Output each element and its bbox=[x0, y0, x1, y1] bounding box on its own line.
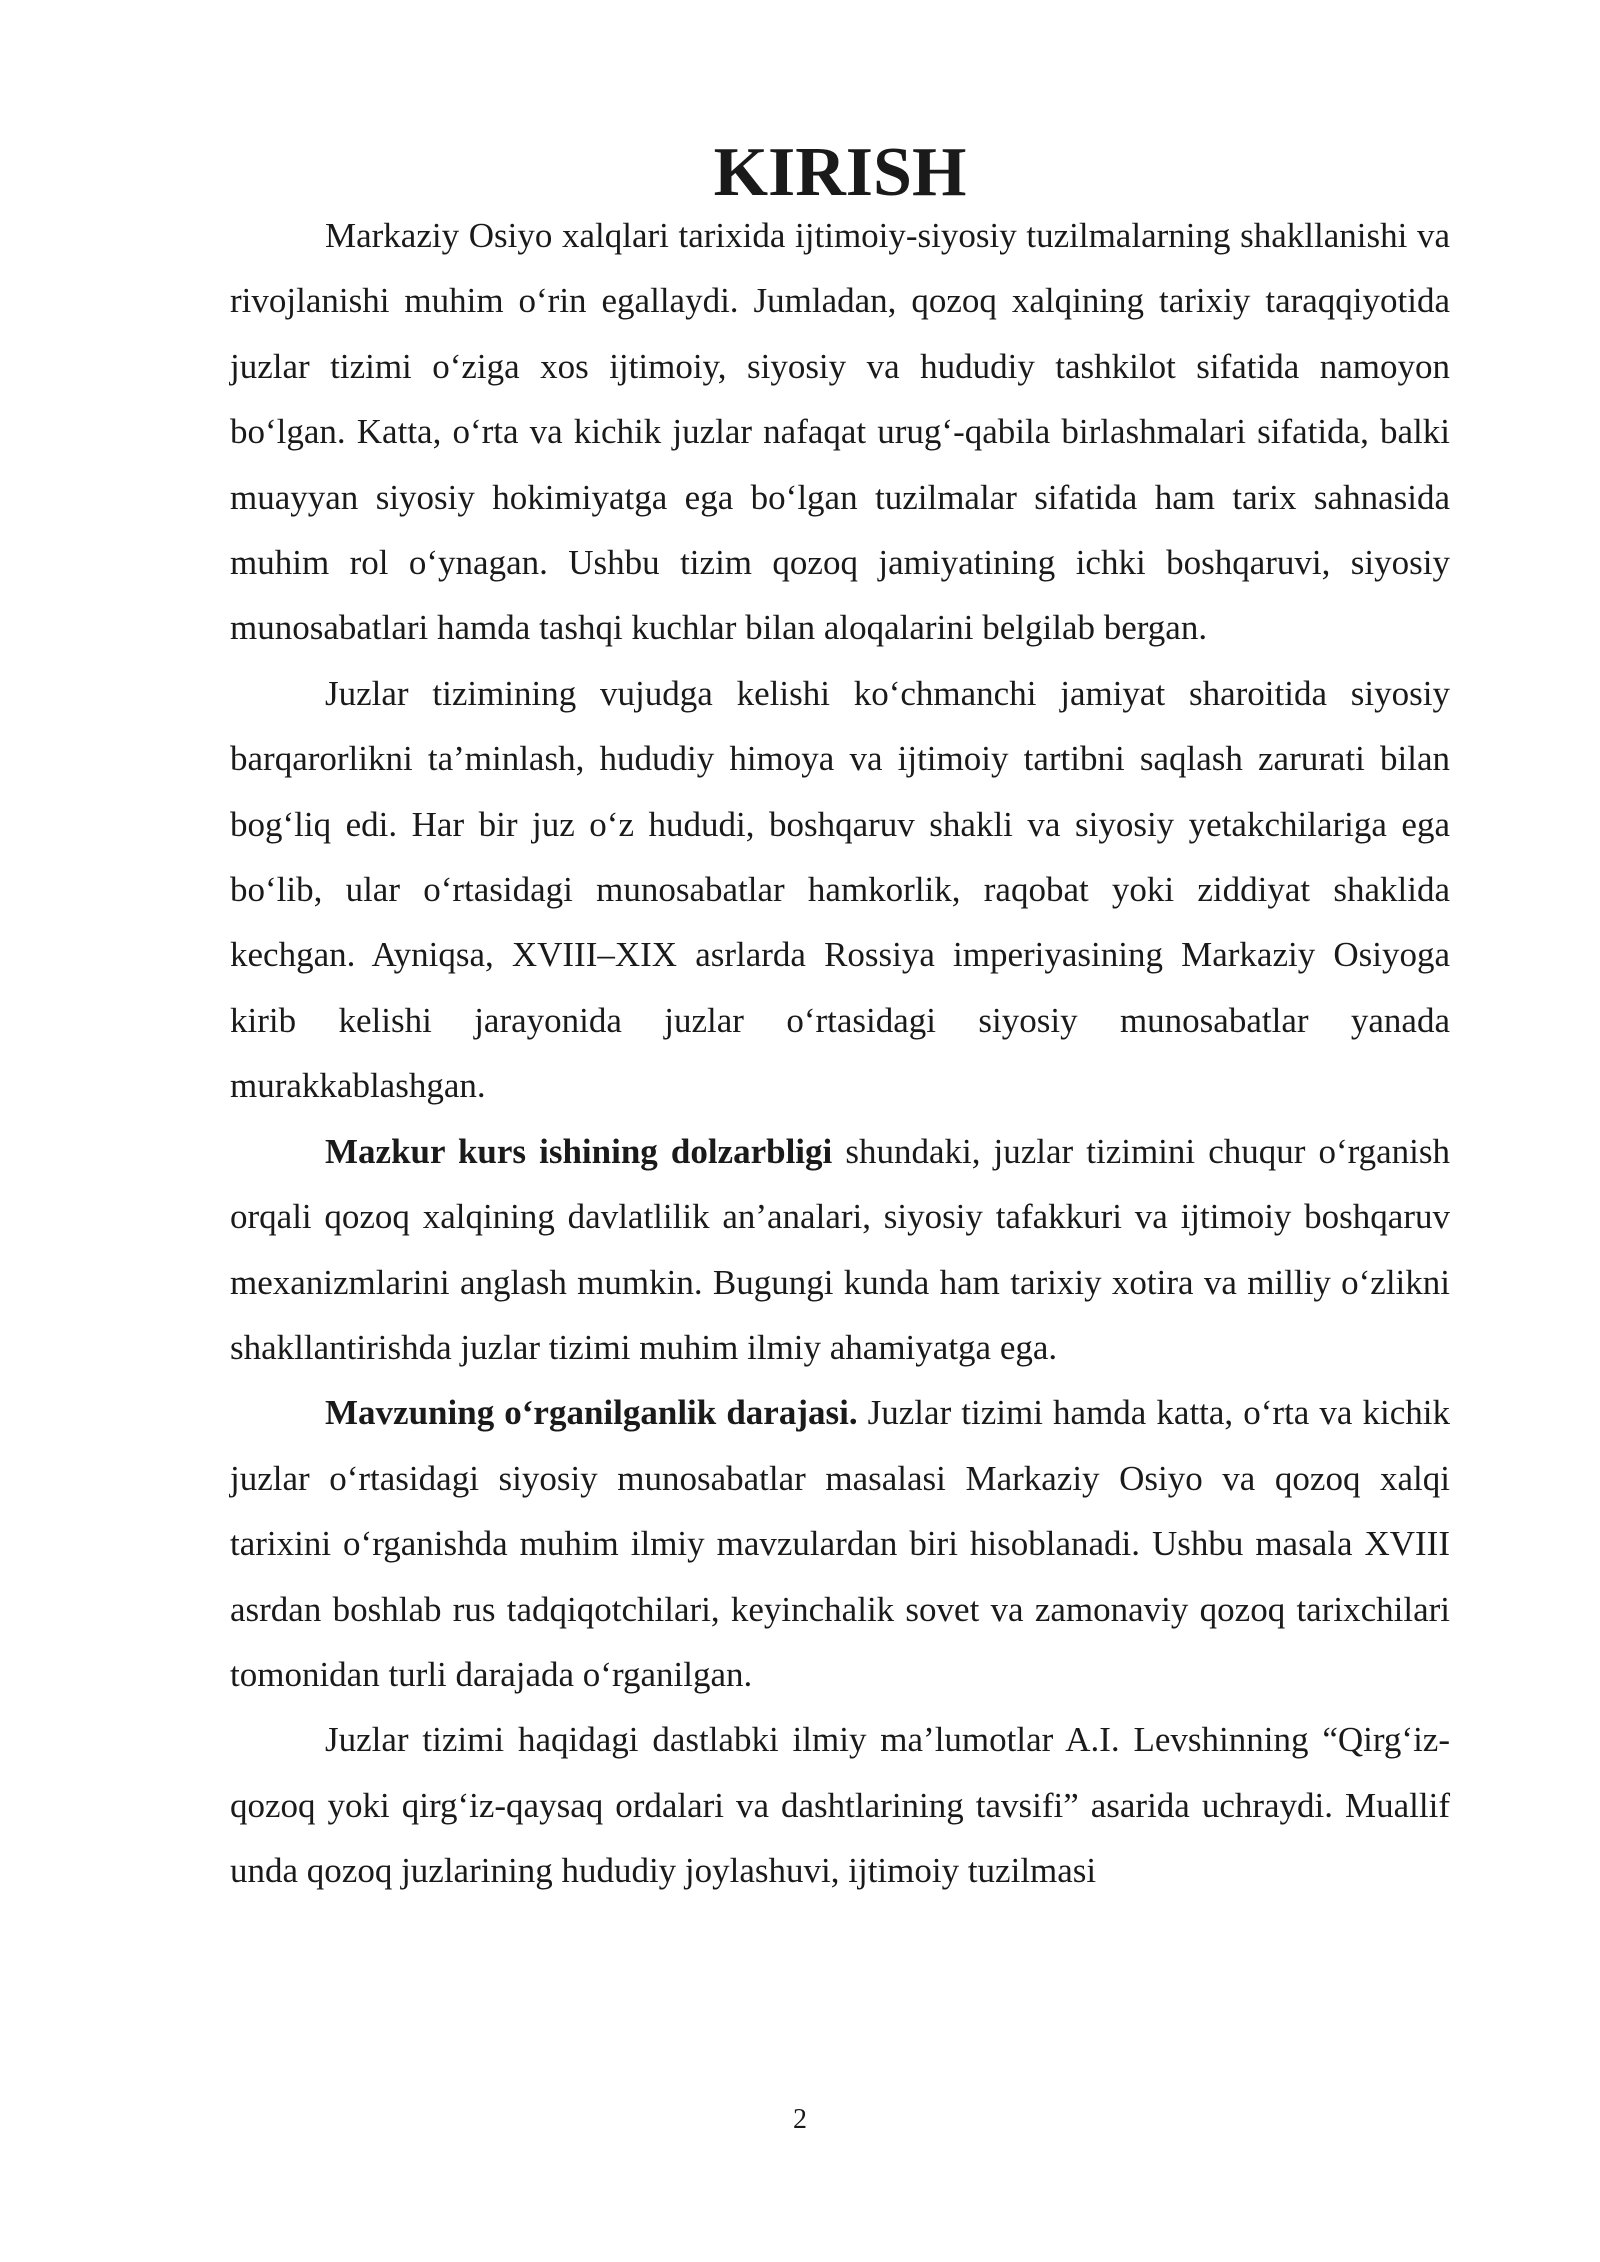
paragraph-study-level bbox=[230, 1380, 1450, 1707]
paragraph-levshin bbox=[230, 1707, 1450, 1903]
page-content bbox=[230, 134, 1450, 1904]
paragraph-text: Juzlar tizimi hamda katta, o‘rta va kichik juzlar o‘rtasidagi siyosiy munosabatlar masalasi Markaziy Osiyo va qozoq xalqi tarixini o‘rganishda muhim ilmiy mavzulardan biri hisoblanadi. Ushbu masala XVIII asrdan boshlab rus tadqiqotchilari, keyinchalik sovet va zamonaviy qozoq tarixchilari tomonidan turli darajada o‘rganilgan. bbox=[230, 1393, 1450, 1694]
paragraph-text: Markaziy Osiyo xalqlari tarixida ijtimoiy-siyosiy tuzilmalarning shakllanishi va rivojlanishi muhim o‘rin egallaydi. Jumladan, qozoq xalqining tarixiy taraqqiyotida juzlar tizimi o‘ziga xos ijtimoiy, siyosiy va hududiy tashkilot sifatida namoyon bo‘lgan. Katta, o‘rta va kichik juzlar nafaqat urug‘-qabila birlashmalari sifatida, balki muayyan siyosiy hokimiyatga ega bo‘lgan tuzilmalar sifatida ham tarix sahnasida muhim rol o‘ynagan. Ushbu tizim qozoq jamiyatining ichki boshqaruvi, siyosiy munosabatlari hamda tashqi kuchlar bilan aloqalarini belgilab bergan. bbox=[230, 216, 1450, 648]
paragraph-lead-bold: Mavzuning o‘rganilganlik darajasi. bbox=[325, 1393, 858, 1433]
paragraph-text: Juzlar tizimi haqidagi dastlabki ilmiy ma’lumotlar A.I. Levshinning “Qirg‘iz-qozoq yoki qirg‘iz-qaysaq ordalari va dashtlarining tavsifi” asarida uchraydi. Muallif unda qozoq juzlarining hududiy joylashuvi, ijtimoiy tuzilmasi bbox=[230, 1720, 1450, 1891]
paragraph-text: shundaki, juzlar tizimini chuqur o‘rganish orqali qozoq xalqining davlatlilik an’analari, siyosiy tafakkuri va ijtimoiy boshqaruv mexanizmlarini anglash mumkin. Bugungi kunda ham tarixiy xotira va milliy o‘zlikni shakllantirishda juzlar tizimi muhim ilmiy ahamiyatga ega. bbox=[230, 1131, 1450, 1367]
paragraph-juz-origin bbox=[230, 661, 1450, 1119]
page-number: 2 bbox=[793, 2104, 807, 2135]
paragraph-lead-bold: Mazkur kurs ishining dolzarbligi bbox=[325, 1131, 833, 1171]
paragraph-relevance bbox=[230, 1119, 1450, 1381]
paragraph-text: Juzlar tizimining vujudga kelishi ko‘chmanchi jamiyat sharoitida siyosiy barqarorlikni ta’minlash, hududiy himoya va ijtimoiy tartibni saqlash zarurati bilan bog‘liq edi. Har bir juz o‘z hududi, boshqaruv shakli va siyosiy yetakchilariga ega bo‘lib, ular o‘rtasidagi munosabatlar hamkorlik, raqobat yoki ziddiyat shaklida kechgan. Ayniqsa, XVIII–XIX asrlarda Rossiya imperiyasining Markaziy Osiyoga kirib kelishi jarayonida juzlar o‘rtasidagi siyosiy munosabatlar yanada murakkablashgan. bbox=[230, 673, 1450, 1106]
paragraph-intro bbox=[230, 203, 1450, 661]
section-title: KIRISH bbox=[713, 134, 967, 211]
